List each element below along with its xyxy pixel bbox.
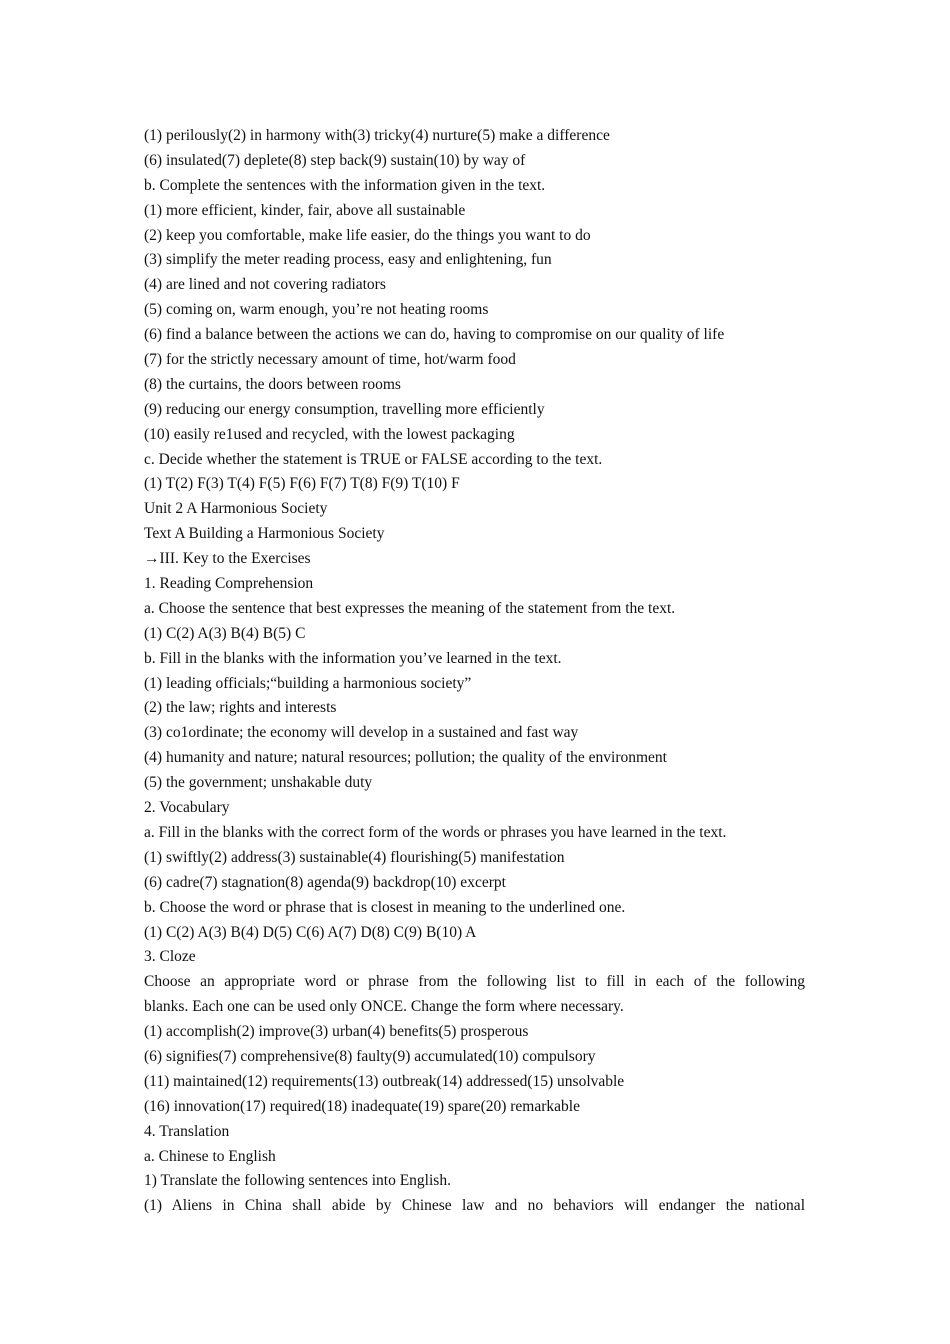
- section-heading: 1. Reading Comprehension: [144, 575, 314, 593]
- text-line: Choose an appropriate word or phrase from the following list to fill in each of the following: [144, 973, 805, 991]
- text-line: (3) simplify the meter reading process, easy and enlightening, fun: [144, 251, 552, 269]
- text-line: (1) C(2) A(3) B(4) B(5) C: [144, 624, 306, 642]
- text-line: (7) for the strictly necessary amount of time, hot/warm food: [144, 351, 516, 369]
- text-line: (16) innovation(17) required(18) inadequate(19) spare(20) remarkable: [144, 1097, 580, 1115]
- text-line: a. Choose the sentence that best expresses the meaning of the statement from the text.: [144, 599, 676, 617]
- text-line: (5) coming on, warm enough, you’re not heating rooms: [144, 301, 489, 319]
- text-line: (8) the curtains, the doors between rooms: [144, 375, 401, 393]
- text-line: (6) signifies(7) comprehensive(8) faulty(9) accumulated(10) compulsory: [144, 1047, 596, 1065]
- text-line: (1) Aliens in China shall abide by Chinese law and no behaviors will endanger the national: [144, 1197, 805, 1215]
- text-line: (6) cadre(7) stagnation(8) agenda(9) backdrop(10) excerpt: [144, 873, 506, 891]
- text-line: (6) insulated(7) deplete(8) step back(9) sustain(10) by way of: [144, 151, 526, 169]
- text-line: (10) easily re1used and recycled, with the lowest packaging: [144, 425, 515, 443]
- text-line: blanks. Each one can be used only ONCE. Change the form where necessary.: [144, 998, 624, 1016]
- text-line: c. Decide whether the statement is TRUE or FALSE according to the text.: [144, 450, 603, 468]
- text-line: (1) more efficient, kinder, fair, above all sustainable: [144, 201, 466, 219]
- document-page: [144, 124, 805, 1219]
- text-line: (6) find a balance between the actions we can do, having to compromise on our quality of life: [144, 326, 725, 344]
- text-line: (1) C(2) A(3) B(4) D(5) C(6) A(7) D(8) C(9) B(10) A: [144, 923, 477, 941]
- text-line: (3) co1ordinate; the economy will develop in a sustained and fast way: [144, 724, 579, 742]
- text-line: (1) perilously(2) in harmony with(3) tricky(4) nurture(5) make a difference: [144, 127, 610, 144]
- text-line: 1) Translate the following sentences into English.: [144, 1172, 451, 1190]
- text-line: (5) the government; unshakable duty: [144, 774, 373, 792]
- text-line: (2) the law; rights and interests: [144, 699, 337, 717]
- text-line: b. Choose the word or phrase that is closest in meaning to the underlined one.: [144, 898, 626, 916]
- text-line: b. Complete the sentences with the information given in the text.: [144, 176, 546, 194]
- text-line: a. Chinese to English: [144, 1147, 276, 1165]
- text-line: (1) T(2) F(3) T(4) F(5) F(6) F(7) T(8) F(9) T(10) F: [144, 475, 460, 493]
- section-heading: 4. Translation: [144, 1122, 230, 1140]
- text-line: a. Fill in the blanks with the correct form of the words or phrases you have learned in the text.: [144, 823, 727, 841]
- text-line: (1) swiftly(2) address(3) sustainable(4) flourishing(5) manifestation: [144, 848, 565, 866]
- section-heading: 3. Cloze: [144, 948, 196, 966]
- text-line: (4) are lined and not covering radiators: [144, 276, 386, 294]
- section-heading: →III. Key to the Exercises: [144, 550, 311, 568]
- text-heading: Text A Building a Harmonious Society: [144, 525, 385, 543]
- text-line: (1) leading officials;“building a harmonious society”: [144, 674, 472, 692]
- text-line: (4) humanity and nature; natural resources; pollution; the quality of the environment: [144, 749, 667, 767]
- text-line: (11) maintained(12) requirements(13) outbreak(14) addressed(15) unsolvable: [144, 1072, 625, 1090]
- section-heading: 2. Vocabulary: [144, 799, 230, 817]
- text-line: b. Fill in the blanks with the information you’ve learned in the text.: [144, 649, 562, 667]
- text-line: (9) reducing our energy consumption, travelling more efficiently: [144, 400, 545, 418]
- unit-heading: Unit 2 A Harmonious Society: [144, 500, 328, 518]
- text-line: (1) accomplish(2) improve(3) urban(4) benefits(5) prosperous: [144, 1023, 529, 1041]
- text-line: (2) keep you comfortable, make life easier, do the things you want to do: [144, 226, 591, 244]
